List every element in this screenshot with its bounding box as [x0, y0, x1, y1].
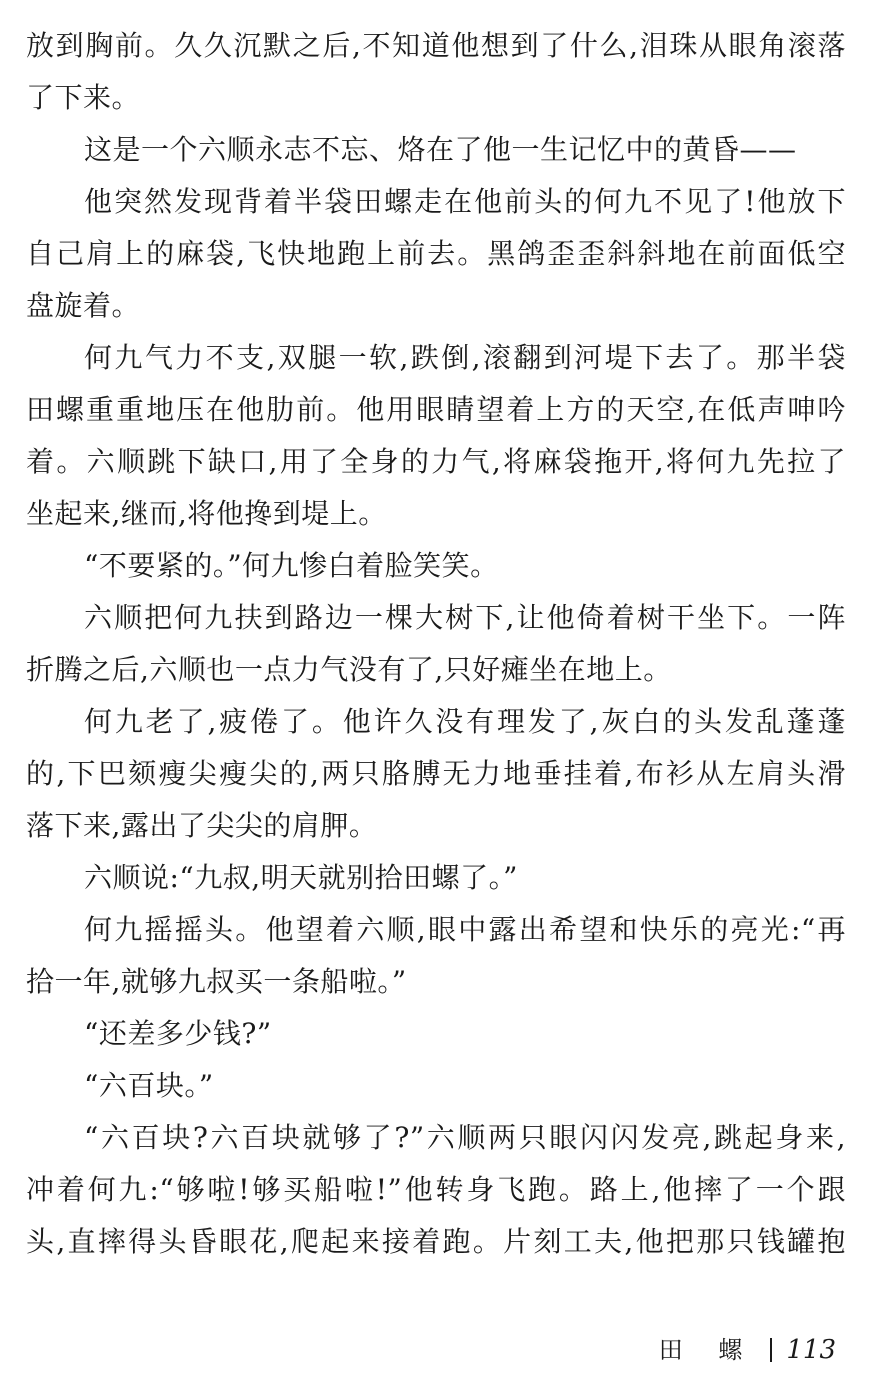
text-line: 田螺重重地压在他肋前。他用眼睛望着上方的天空,在低声呻吟 — [26, 393, 846, 426]
text-line: 自己肩上的麻袋,飞快地跑上前去。黑鸽歪歪斜斜地在前面低空 — [26, 237, 846, 270]
text-line: 坐起来,继而,将他搀到堤上。 — [26, 497, 387, 530]
running-head: 田 螺 — [658, 1336, 757, 1364]
text-line: 他突然发现背着半袋田螺走在他前头的何九不见了!他放下 — [84, 185, 846, 218]
text-line: 放到胸前。久久沉默之后,不知道他想到了什么,泪珠从眼角滚落 — [26, 29, 846, 62]
text-line: 何九老了,疲倦了。他许久没有理发了,灰白的头发乱蓬蓬 — [84, 705, 846, 738]
text-line: 何九气力不支,双腿一软,跌倒,滚翻到河堤下去了。那半袋 — [84, 341, 846, 374]
text-line: 这是一个六顺永志不忘、烙在了他一生记忆中的黄昏—— — [84, 133, 797, 166]
text-line: 了下来。 — [26, 81, 141, 114]
text-line: 头,直摔得头昏眼花,爬起来接着跑。片刻工夫,他把那只钱罐抱 — [26, 1225, 846, 1258]
text-line: “不要紧的。”何九惨白着脸笑笑。 — [84, 549, 499, 582]
text-line: 的,下巴颏瘦尖瘦尖的,两只胳膊无力地垂挂着,布衫从左肩头滑 — [26, 757, 846, 790]
text-line: 冲着何九:“够啦!够买船啦!”他转身飞跑。路上,他摔了一个跟 — [26, 1173, 846, 1206]
text-line: “六百块?六百块就够了?”六顺两只眼闪闪发亮,跳起身来, — [84, 1121, 846, 1154]
page-number: 113 — [786, 1335, 836, 1365]
text-line: 着。六顺跳下缺口,用了全身的力气,将麻袋拖开,将何九先拉了 — [26, 445, 846, 478]
text-line: 六顺把何九扶到路边一棵大树下,让他倚着树干坐下。一阵 — [84, 601, 846, 634]
text-line: 六顺说:“九叔,明天就别拾田螺了。” — [84, 861, 518, 894]
text-line: 折腾之后,六顺也一点力气没有了,只好瘫坐在地上。 — [26, 653, 672, 686]
text-line: “还差多少钱?” — [84, 1017, 272, 1050]
text-line: 何九摇摇头。他望着六顺,眼中露出希望和快乐的亮光:“再 — [84, 913, 846, 946]
text-line: 落下来,露出了尖尖的肩胛。 — [26, 809, 378, 842]
text-line: 盘旋着。 — [26, 289, 141, 322]
page-footer — [659, 1330, 836, 1370]
body-text — [26, 20, 846, 1268]
footer-divider — [770, 1338, 772, 1362]
text-line: 拾一年,就够九叔买一条船啦。” — [26, 965, 407, 998]
text-line: “六百块。” — [84, 1069, 214, 1102]
